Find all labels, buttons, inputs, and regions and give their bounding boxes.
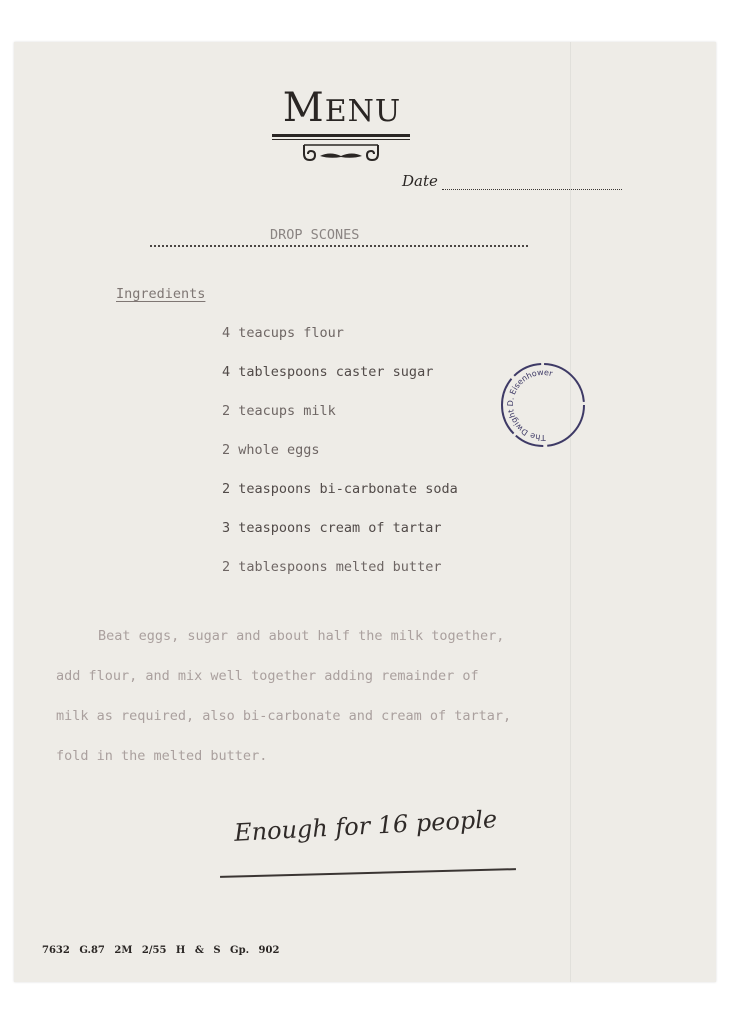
- ingredient-item: 4 tablespoons caster sugar: [222, 364, 434, 380]
- title-dotted-line: [150, 245, 528, 247]
- method-line: milk as required, also bi-carbonate and cream of tartar,: [56, 708, 512, 724]
- ingredient-item: 2 tablespoons melted butter: [222, 559, 442, 575]
- menu-card: [14, 42, 716, 982]
- ingredient-item: 3 teaspoons cream of tartar: [222, 520, 442, 536]
- ingredient-item: 4 teacups flour: [222, 325, 344, 341]
- stamp-text: The Dwight D. Eisenhower: [505, 367, 554, 443]
- heading-rule-bottom: [272, 139, 410, 140]
- library-stamp-icon: [498, 360, 588, 450]
- date-line: [442, 177, 622, 190]
- ingredients-heading: Ingredients: [116, 286, 206, 302]
- menu-heading-rest: ENU: [324, 94, 402, 129]
- recipe-title: DROP SCONES: [270, 227, 360, 243]
- method-text: [56, 616, 616, 776]
- method-line: fold in the melted butter.: [56, 748, 268, 764]
- ingredient-item: 2 whole eggs: [222, 442, 320, 458]
- method-line: Beat eggs, sugar and about half the milk together,: [98, 628, 505, 644]
- ingredient-item: 2 teaspoons bi-carbonate soda: [222, 481, 458, 497]
- date-label: Date: [402, 172, 438, 190]
- date-field: [402, 172, 622, 190]
- scroll-ornament-icon: [298, 142, 384, 164]
- ingredient-item: 2 teacups milk: [222, 403, 336, 419]
- svg-text:The Dwight D. Eisenhower: [503, 367, 561, 445]
- heading-rule-top: [272, 134, 410, 137]
- handwritten-note: Enough for 16 people: [233, 805, 498, 847]
- menu-heading: [272, 86, 412, 134]
- method-line: add flour, and mix well together adding remainder of: [56, 668, 479, 684]
- handwritten-underline: [220, 868, 516, 878]
- print-code: 7632 G.87 2M 2/55 H & S Gp. 902: [42, 945, 280, 956]
- menu-heading-initial: M: [282, 85, 325, 131]
- ingredients-list: [222, 324, 458, 597]
